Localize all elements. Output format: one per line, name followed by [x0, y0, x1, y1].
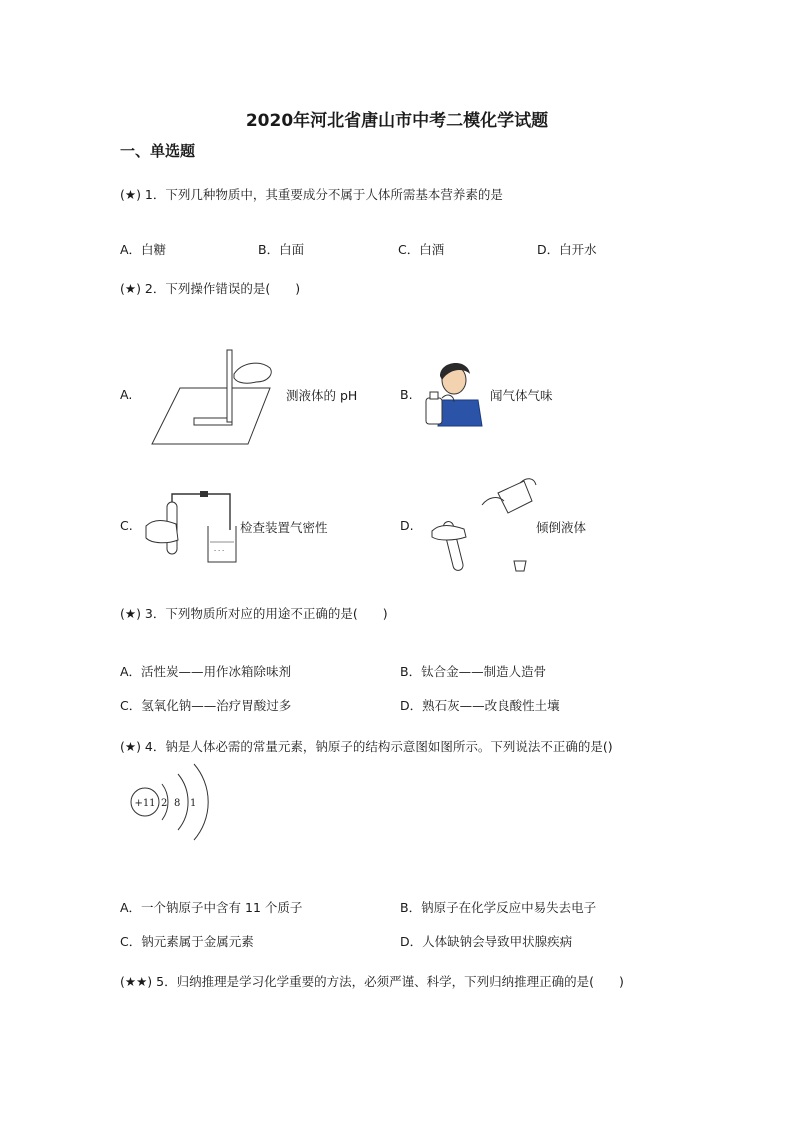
q2-caption-d: 倾倒液体	[536, 520, 587, 535]
q2-caption-c: 检查装置气密性	[240, 520, 328, 535]
pour-liquid-figure	[428, 475, 538, 575]
question-2-stem: (★) 2．下列操作错误的是( )	[120, 281, 301, 296]
shell-3-electrons: 1	[190, 798, 197, 809]
shell-2-electrons: 8	[174, 798, 181, 809]
question-1-stem: (★) 1．下列几种物质中，其重要成分不属于人体所需基本营养素的是	[120, 187, 503, 202]
sodium-atom-structure-diagram	[128, 762, 218, 842]
q3-option-b: B．钛合金——制造人造骨	[400, 664, 547, 679]
svg-text:- - -: - - -	[214, 547, 225, 554]
q1-option-a: A．白糖	[120, 242, 167, 257]
q2-option-b: B.	[400, 387, 413, 402]
atom-nucleus-label: +11	[134, 798, 156, 809]
question-5-stem: (★★) 5．归纳推理是学习化学重要的方法，必须严谨、科学，下列归纳推理正确的是( )	[120, 974, 624, 989]
shell-1-electrons: 2	[161, 798, 168, 809]
page-title: 2020年河北省唐山市中考二模化学试题	[245, 111, 549, 131]
q2-option-c: C.	[120, 518, 133, 533]
q1-option-c: C．白酒	[398, 242, 445, 257]
smell-gas-figure	[424, 356, 484, 428]
q3-option-c: C．氢氧化钠——治疗胃酸过多	[120, 698, 292, 713]
section-heading: 一、单选题	[120, 142, 196, 160]
ph-test-figure	[150, 348, 280, 448]
q4-option-a: A．一个钠原子中含有 11 个质子	[120, 900, 303, 915]
q3-option-d: D．熟石灰——改良酸性土壤	[400, 698, 560, 713]
q2-caption-b: 闻气体气味	[490, 388, 553, 403]
question-3-stem: (★) 3．下列物质所对应的用途不正确的是( )	[120, 606, 388, 621]
q1-option-d: D．白开水	[537, 242, 597, 257]
q3-option-a: A．活性炭——用作冰箱除味剂	[120, 664, 292, 679]
q4-option-c: C．钠元素属于金属元素	[120, 934, 254, 949]
q2-caption-a: 测液体的 pH	[286, 388, 358, 403]
q2-option-d: D.	[400, 518, 414, 533]
question-4-stem: (★) 4．钠是人体必需的常量元素，钠原子的结构示意图如图所示。下列说法不正确的是()	[120, 739, 613, 754]
airtightness-check-figure	[140, 490, 238, 564]
q4-option-b: B．钠原子在化学反应中易失去电子	[400, 900, 597, 915]
q4-option-d: D．人体缺钠会导致甲状腺疾病	[400, 934, 573, 949]
q2-option-a: A.	[120, 387, 133, 402]
q1-option-b: B．白面	[258, 242, 305, 257]
